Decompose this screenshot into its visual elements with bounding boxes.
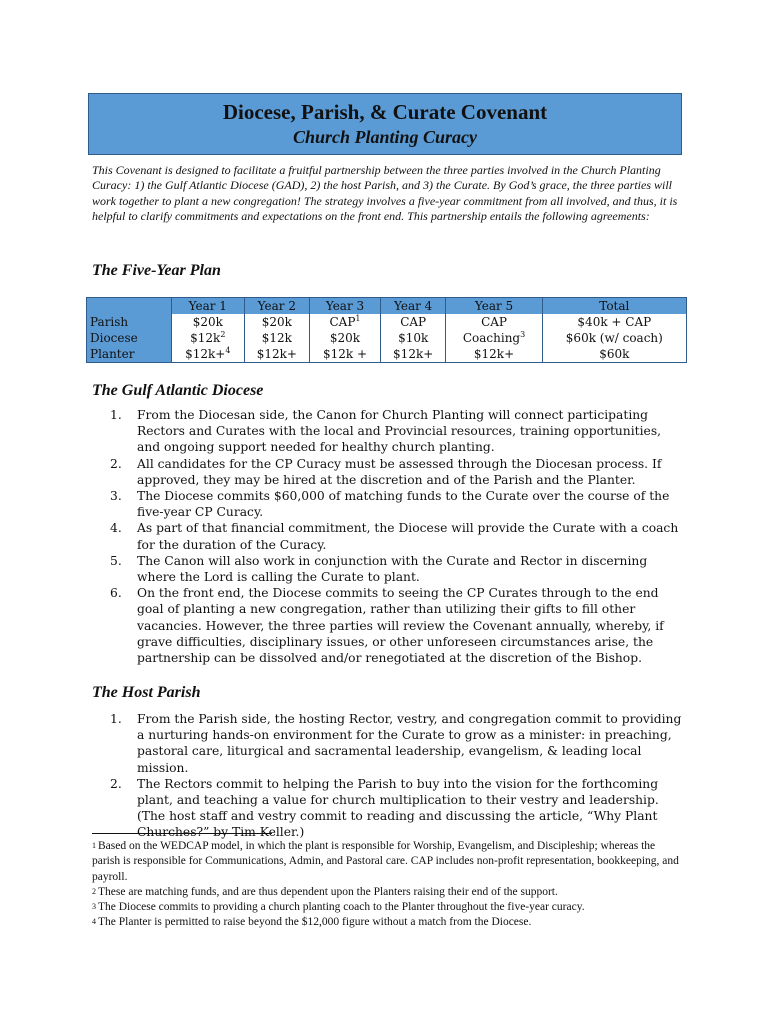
table-cell bbox=[542, 314, 686, 330]
section-heading-parish: The Host Parish bbox=[92, 684, 201, 701]
list-number: 5. bbox=[110, 553, 122, 568]
cell-value: $12k+ bbox=[473, 347, 515, 361]
table-cell bbox=[542, 346, 686, 363]
footnote-mark: 3 bbox=[92, 902, 96, 912]
column-header: Year 1 bbox=[172, 298, 245, 315]
footnotes bbox=[92, 839, 682, 931]
diocese-commitments-list bbox=[92, 407, 682, 666]
list-item bbox=[92, 488, 682, 520]
document-subtitle: Church Planting Curacy bbox=[292, 127, 478, 147]
table-cell bbox=[380, 314, 446, 330]
list-text: From the Parish side, the hosting Rector, vestry, and congregation commit to providing a nurturing hands-on environment for the Curate to grow as a minister: in preaching, pastoral care, liturgical and sacramental leadership, evangelism, & leading local mission. bbox=[137, 712, 682, 775]
five-year-plan-table bbox=[86, 297, 687, 363]
list-text: The Diocese commits $60,000 of matching funds to the Curate over the course of the five-year CP Curacy. bbox=[137, 489, 670, 520]
title-banner bbox=[88, 93, 682, 155]
list-number: 3. bbox=[110, 489, 122, 504]
table-cell bbox=[542, 330, 686, 346]
list-item bbox=[92, 520, 682, 552]
list-item bbox=[92, 776, 682, 841]
footnote-reference: 3 bbox=[520, 330, 526, 339]
document-title: Diocese, Parish, & Curate Covenant bbox=[222, 100, 548, 124]
footnote-text: Based on the WEDCAP model, in which the plant is responsible for Worship, Evangelism, and Discipleship; whereas the parish is responsible for Communications, Admin, and Pastoral care. CAP includes non-profit representation, bookkeeping, and payroll. bbox=[92, 840, 679, 883]
intro-paragraph: This Covenant is designed to facilitate a fruitful partnership between the three parties involved in the Church Planting Curacy: 1) the Gulf Atlantic Diocese (GAD), 2) the host Parish, and 3) the Curate. By God’s grace, the three parties will work together to plant a new congregation! The strategy involves a five-year commitment from all involved, and thus, it is helpful to clarify commitments and expectations on the front end. This partnership entails the following agreements: bbox=[92, 163, 678, 223]
table-cell bbox=[310, 330, 381, 346]
parish-commitments-list bbox=[92, 711, 682, 841]
table-cell bbox=[244, 346, 310, 363]
footnote-reference: 2 bbox=[220, 330, 226, 339]
list-text: All candidates for the CP Curacy must be assessed through the Diocesan process. If approved, they may be hired at the discretion and of the Parish and the Planter. bbox=[137, 456, 662, 487]
table-corner-cell bbox=[87, 298, 172, 315]
footnote-reference: 1 bbox=[355, 314, 361, 323]
row-label: Planter bbox=[87, 346, 172, 363]
footnote bbox=[92, 839, 682, 885]
list-number: 1. bbox=[110, 408, 122, 422]
footnote bbox=[92, 915, 682, 930]
table-cell bbox=[446, 346, 542, 363]
cell-value: $12k+ bbox=[256, 347, 297, 361]
footnote-mark: 2 bbox=[92, 886, 96, 896]
list-number: 1. bbox=[110, 712, 122, 726]
footnote-text: These are matching funds, and are thus dependent upon the Planters raising their end of the support. bbox=[98, 885, 558, 898]
footnote-text: The Planter is permitted to raise beyond the $12,000 figure without a match from the Diocese. bbox=[98, 916, 532, 929]
table-cell bbox=[380, 346, 446, 363]
cell-value: $12k+ bbox=[185, 347, 226, 361]
table-row bbox=[87, 330, 687, 346]
cell-value: CAP bbox=[400, 315, 427, 329]
list-text: On the front end, the Diocese commits to seeing the CP Curates through to the end goal of planting a new congregation, rather than utilizing their gifts to fill other vacancies. However, the three parties will review the Covenant annually, whereby, if grave difficulties, disciplinary issues, or other unforeseen circumstances arise, the partnership can be dissolved and/or renegotiated at the discretion of the Bishop. bbox=[137, 586, 664, 666]
row-label: Diocese bbox=[87, 330, 172, 346]
cell-value: $60k (w/ coach) bbox=[565, 331, 663, 345]
list-text: The Rectors commit to helping the Parish to buy into the vision for the forthcoming plant, and teaching a value for church multiplication to their vestry and leadership. (The host staff and vestry commit to reading and discussing the article, “Why Plant Churches?” by Tim Keller.) bbox=[137, 776, 659, 840]
column-header: Year 2 bbox=[244, 298, 310, 315]
table-cell bbox=[310, 314, 381, 330]
list-text: As part of that financial commitment, the Diocese will provide the Curate with a coach for the duration of the Curacy. bbox=[137, 521, 679, 552]
list-number: 6. bbox=[110, 586, 122, 601]
footnote-text: The Diocese commits to providing a church planting coach to the Planter throughout the five-year curacy. bbox=[98, 901, 585, 914]
cell-value: $12k+ bbox=[393, 347, 434, 361]
table-row bbox=[87, 346, 687, 363]
footnote bbox=[92, 885, 682, 900]
footnote bbox=[92, 900, 682, 915]
table-cell bbox=[310, 346, 381, 363]
cell-value: Coaching bbox=[462, 331, 521, 345]
list-item bbox=[92, 711, 682, 776]
list-text: From the Diocesan side, the Canon for Church Planting will connect participating Rectors and Curates with the local and Provincial resources, training opportunities, and ongoing support needed for healthy church planting. bbox=[137, 408, 662, 455]
footnote-divider bbox=[92, 833, 272, 834]
footnote-mark: 4 bbox=[92, 917, 96, 927]
table-cell bbox=[446, 314, 542, 330]
section-heading-diocese: The Gulf Atlantic Diocese bbox=[92, 382, 264, 399]
cell-value: CAP bbox=[329, 315, 356, 329]
list-number: 2. bbox=[110, 456, 122, 471]
table-row bbox=[87, 314, 687, 330]
list-item bbox=[92, 456, 682, 488]
cell-value: $60k bbox=[599, 347, 630, 361]
table-cell bbox=[244, 330, 310, 346]
table-cell bbox=[172, 314, 245, 330]
list-item bbox=[92, 553, 682, 585]
cell-value: $40k + CAP bbox=[577, 315, 652, 329]
cell-value: CAP bbox=[481, 315, 507, 329]
cell-value: $12k + bbox=[322, 347, 368, 361]
section-heading-five-year-plan: The Five-Year Plan bbox=[92, 262, 221, 279]
cell-value: $20k bbox=[329, 331, 361, 345]
column-header: Year 4 bbox=[380, 298, 446, 315]
footnote-reference: 4 bbox=[225, 346, 231, 355]
footnote-mark: 1 bbox=[92, 841, 96, 850]
table-cell bbox=[446, 330, 542, 346]
list-number: 4. bbox=[110, 521, 122, 536]
cell-value: $12k bbox=[261, 331, 292, 345]
table-cell bbox=[244, 314, 310, 330]
cell-value: $20k bbox=[261, 315, 292, 329]
table-cell bbox=[380, 330, 446, 346]
column-header: Total bbox=[542, 298, 686, 315]
list-item bbox=[92, 585, 682, 666]
cell-value: $20k bbox=[192, 315, 223, 329]
list-item bbox=[92, 407, 682, 456]
column-header: Year 3 bbox=[310, 298, 381, 315]
cell-value: $10k bbox=[398, 331, 429, 345]
list-number: 2. bbox=[110, 776, 122, 791]
table-cell bbox=[172, 330, 245, 346]
cell-value: $12k bbox=[190, 331, 221, 345]
table-cell bbox=[172, 346, 245, 363]
column-header: Year 5 bbox=[446, 298, 542, 315]
row-label: Parish bbox=[87, 314, 172, 330]
table-header-row bbox=[87, 298, 687, 315]
list-text: The Canon will also work in conjunction with the Curate and Rector in discerning where the Lord is calling the Curate to plant. bbox=[137, 553, 648, 585]
